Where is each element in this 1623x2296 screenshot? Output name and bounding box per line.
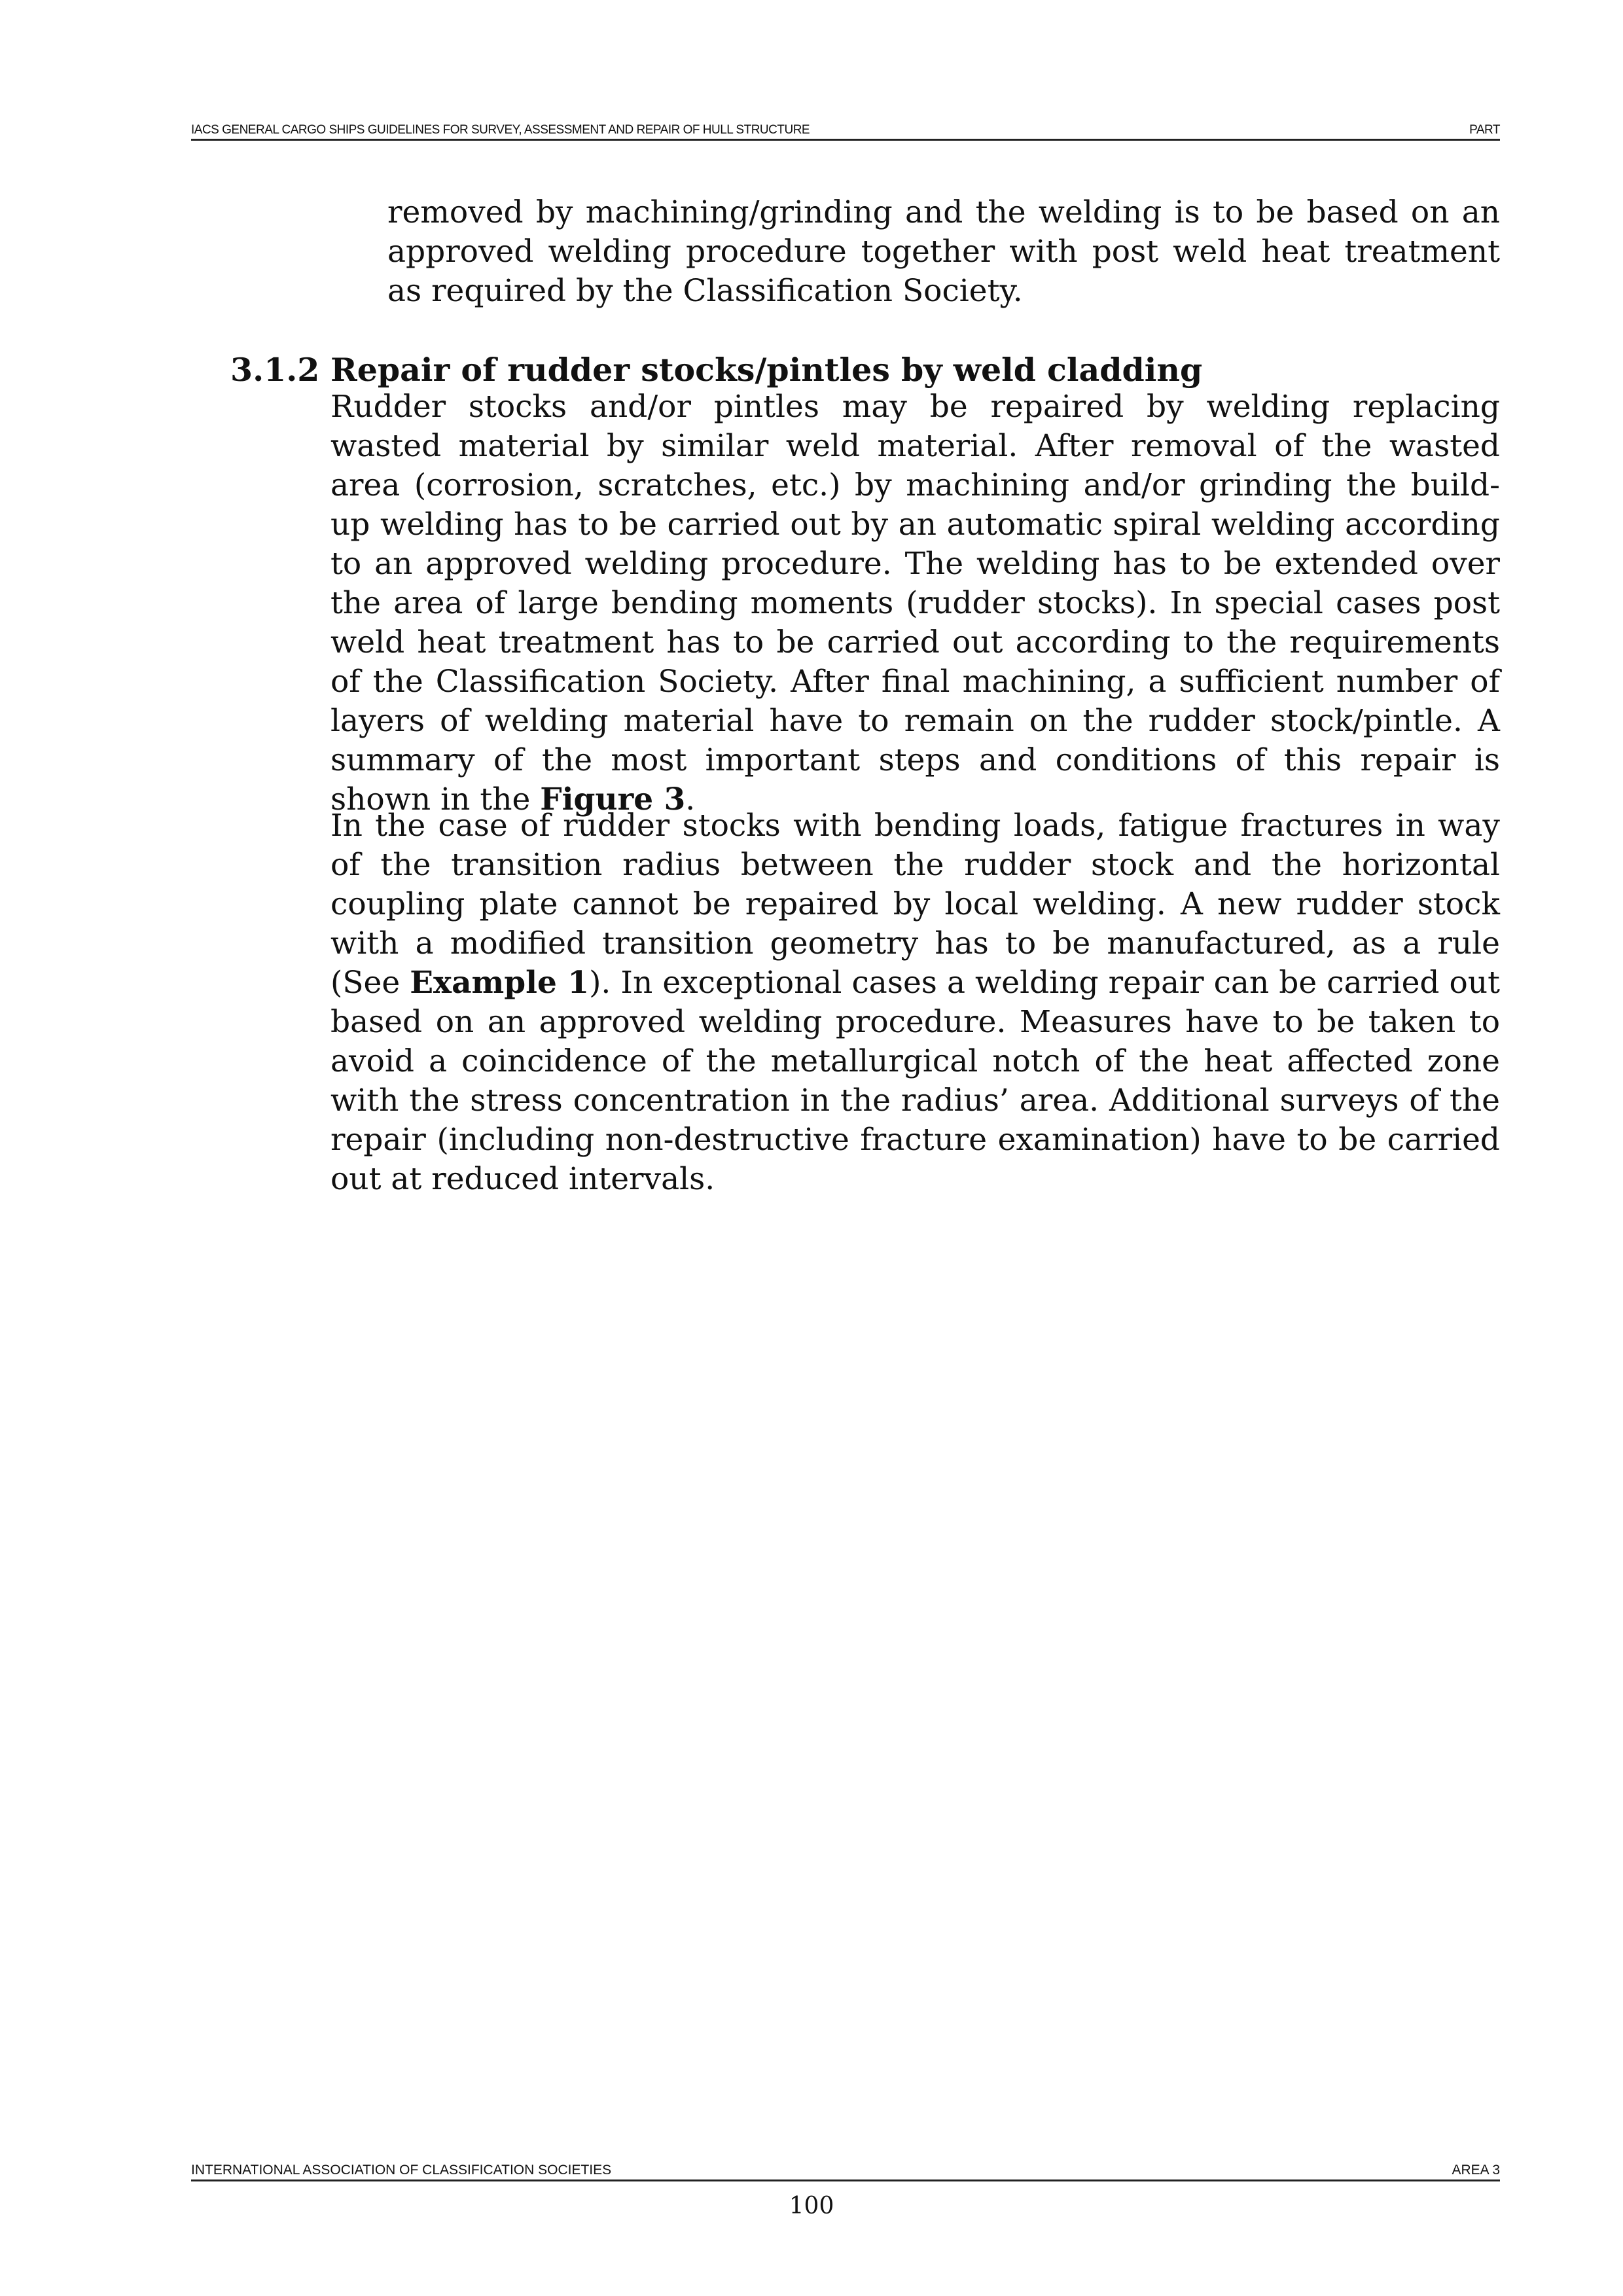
paragraph-2-end: ). In exceptional cases a welding repair can be carried out based on an approved welding procedure. Measures have to be taken to avoid a coincidence of the metallurgical notch of the heat affected zone with the stress concentration in the radius’ area. Additional surveys of the repair (including non-destructive fracture examination) have to be carried out at reduced intervals.: [330, 965, 1500, 1197]
section-title: Repair of rudder stocks/pintles by weld cladding: [330, 351, 1203, 389]
footer-organization: INTERNATIONAL ASSOCIATION OF CLASSIFICATION SOCIETIES: [191, 2162, 612, 2178]
paragraph-1-text: Rudder stocks and/or pintles may be repaired by welding replacing wasted material by similar weld material. After removal of the wasted area (corrosion, scratches, etc.) by machining and/or grinding the build-up welding has to be carried out by an automatic spiral welding according to an approved welding procedure. The welding has to be extended over the area of large bending moments (rudder stocks). In special cases post weld heat treatment has to be carried out according to the requirements of the Classification Society. After final machining, a sufficient number of layers of welding material have to remain on the rudder stock/pintle. A summary of the most important steps and conditions of this repair is shown in the: [330, 389, 1500, 817]
header-part-label: PART: [1469, 123, 1500, 137]
example-reference: Example 1: [410, 965, 590, 1001]
footer-area-label: AREA 3: [1452, 2162, 1500, 2178]
page-header: [191, 118, 1500, 141]
figure-reference: Figure 3: [540, 781, 686, 817]
section-paragraph-1: [330, 387, 1500, 819]
page-number: 100: [789, 2193, 834, 2219]
paragraph-1-end: .: [685, 781, 696, 817]
paragraph-2-text: In the case of rudder stocks with bending loads, fatigue fractures in way of the transition radius between the rudder stock and the horizontal coupling plate cannot be repaired by local welding. A new rudder stock with a modified transition geometry has to be manufactured, as a rule (See: [330, 808, 1500, 1001]
intro-paragraph: removed by machining/grinding and the welding is to be based on an approved welding procedure together with post weld heat treatment as required by the Classification Society.: [387, 194, 1500, 309]
header-document-title: IACS GENERAL CARGO SHIPS GUIDELINES FOR SURVEY, ASSESSMENT AND REPAIR OF HULL STRUCTURE: [191, 123, 810, 137]
section-paragraph-2: [330, 806, 1500, 1199]
page-footer: [191, 2159, 1500, 2181]
section-number: 3.1.2: [230, 351, 320, 389]
